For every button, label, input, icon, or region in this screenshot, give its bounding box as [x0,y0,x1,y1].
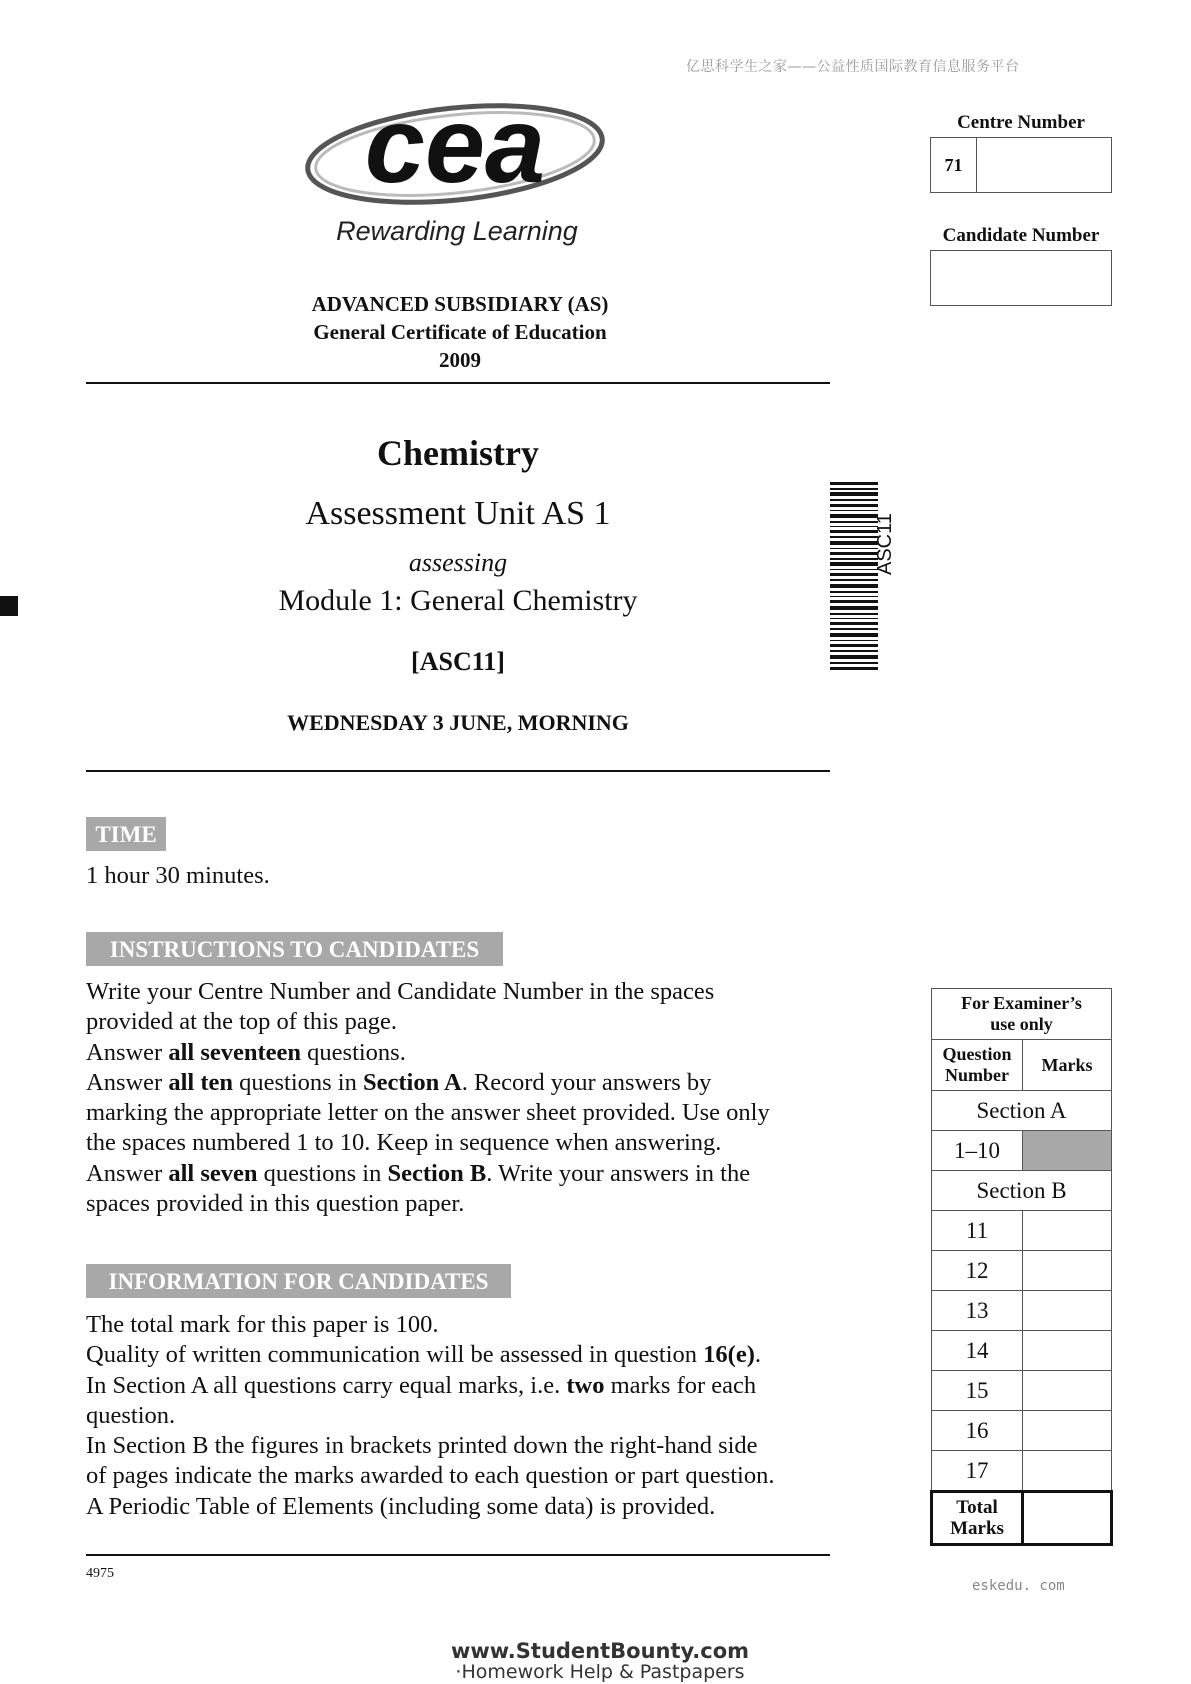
barcode-label: ASC11 [874,513,896,575]
information-line: A Periodic Table of Elements (including some data) is provided. [86,1492,716,1520]
information-label: INFORMATION FOR CANDIDATES [86,1264,511,1298]
information-line: of pages indicate the marks awarded to each question or part question. [86,1462,775,1490]
instruction-line: Answer all ten questions in Section A. Record your answers by [86,1068,712,1096]
instruction-line: Answer all seventeen questions. [86,1038,406,1066]
total-marks-label: Total Marks [932,1492,1023,1545]
exam-level: ADVANCED SUBSIDIARY (AS) [311,292,609,316]
marks-header: Marks [1023,1040,1112,1091]
divider-top [86,382,830,384]
centre-number-label: Centre Number [957,112,1085,133]
question-range-a: 1–10 [932,1131,1023,1171]
logo-tagline: Rewarding Learning [336,216,578,246]
instructions-label: INSTRUCTIONS TO CANDIDATES [86,932,503,966]
question-number: 12 [932,1251,1023,1291]
footer-code: 4975 [86,1566,114,1581]
information-text [86,1310,846,1522]
total-marks-cell[interactable] [1023,1492,1112,1545]
centre-number-box[interactable] [930,137,1112,193]
barcode [830,482,878,672]
cea-logo-text: cea [364,102,546,205]
studentbounty-watermark [440,1640,760,1682]
section-a-label: Section A [932,1091,1112,1131]
examiner-header: For Examiner’s use only [932,989,1112,1040]
question-number: 11 [932,1211,1023,1251]
marks-cell[interactable] [1023,1411,1112,1451]
exam-header [260,290,660,374]
top-watermark: 亿思科学生之家——公益性质国际教育信息服务平台 [686,59,1020,75]
module-title: Module 1: General Chemistry [278,584,638,617]
information-line: The total mark for this paper is 100. [86,1311,439,1338]
assessing-label: assessing [408,548,508,577]
instruction-line: provided at the top of this page. [86,1008,397,1036]
section-b-label: Section B [932,1171,1112,1211]
time-value: 1 hour 30 minutes. [86,862,270,889]
marks-cell-shaded [1023,1131,1112,1171]
instructions-text [86,977,846,1219]
cea-logo-mark [300,102,610,212]
marks-cell[interactable] [1023,1291,1112,1331]
question-number: 16 [932,1411,1023,1451]
marks-cell[interactable] [1023,1211,1112,1251]
information-line: In Section A all questions carry equal marks, i.e. two marks for each [86,1371,757,1399]
instruction-line: Write your Centre Number and Candidate Number in the spaces [86,978,715,1005]
subject-title: Chemistry [377,433,539,473]
marks-cell[interactable] [1023,1451,1112,1492]
time-label: TIME [86,817,166,851]
assessment-unit: Assessment Unit AS 1 [305,495,611,532]
eskedu-watermark: eskedu. com [972,1578,1065,1594]
instruction-line: the spaces numbered 1 to 10. Keep in sequence when answering. [86,1129,722,1157]
question-number: 15 [932,1371,1023,1411]
marks-cell[interactable] [1023,1371,1112,1411]
centre-number-value: 71 [931,138,977,192]
question-number: 17 [932,1451,1023,1492]
studentbounty-url: www.StudentBounty.com [450,1639,750,1663]
question-number: 14 [932,1331,1023,1371]
exam-year: 2009 [439,348,481,372]
information-line: In Section B the figures in brackets printed down the right-hand side [86,1432,758,1460]
exam-date: WEDNESDAY 3 JUNE, MORNING [287,710,629,735]
examiner-marks-table [930,988,1113,1546]
instruction-line: spaces provided in this question paper. [86,1190,465,1218]
information-line: Quality of written communication will be assessed in question 16(e). [86,1341,761,1369]
question-number: 13 [932,1291,1023,1331]
divider-footer [86,1554,830,1556]
divider-bottom [86,770,830,772]
studentbounty-tagline: ·Homework Help & Pastpapers [455,1661,745,1683]
marks-cell[interactable] [1023,1331,1112,1371]
paper-code: [ASC11] [411,647,505,676]
instruction-line: marking the appropriate letter on the answer sheet provided. Use only [86,1099,770,1127]
instruction-line: Answer all seven questions in Section B. Write your answers in the [86,1159,751,1187]
information-line: question. [86,1401,176,1429]
marks-cell[interactable] [1023,1251,1112,1291]
candidate-number-box[interactable] [930,250,1112,306]
candidate-number-label: Candidate Number [942,225,1100,246]
question-number-header: Question Number [932,1040,1023,1091]
exam-certificate: General Certificate of Education [313,320,607,344]
registration-mark [0,596,18,616]
